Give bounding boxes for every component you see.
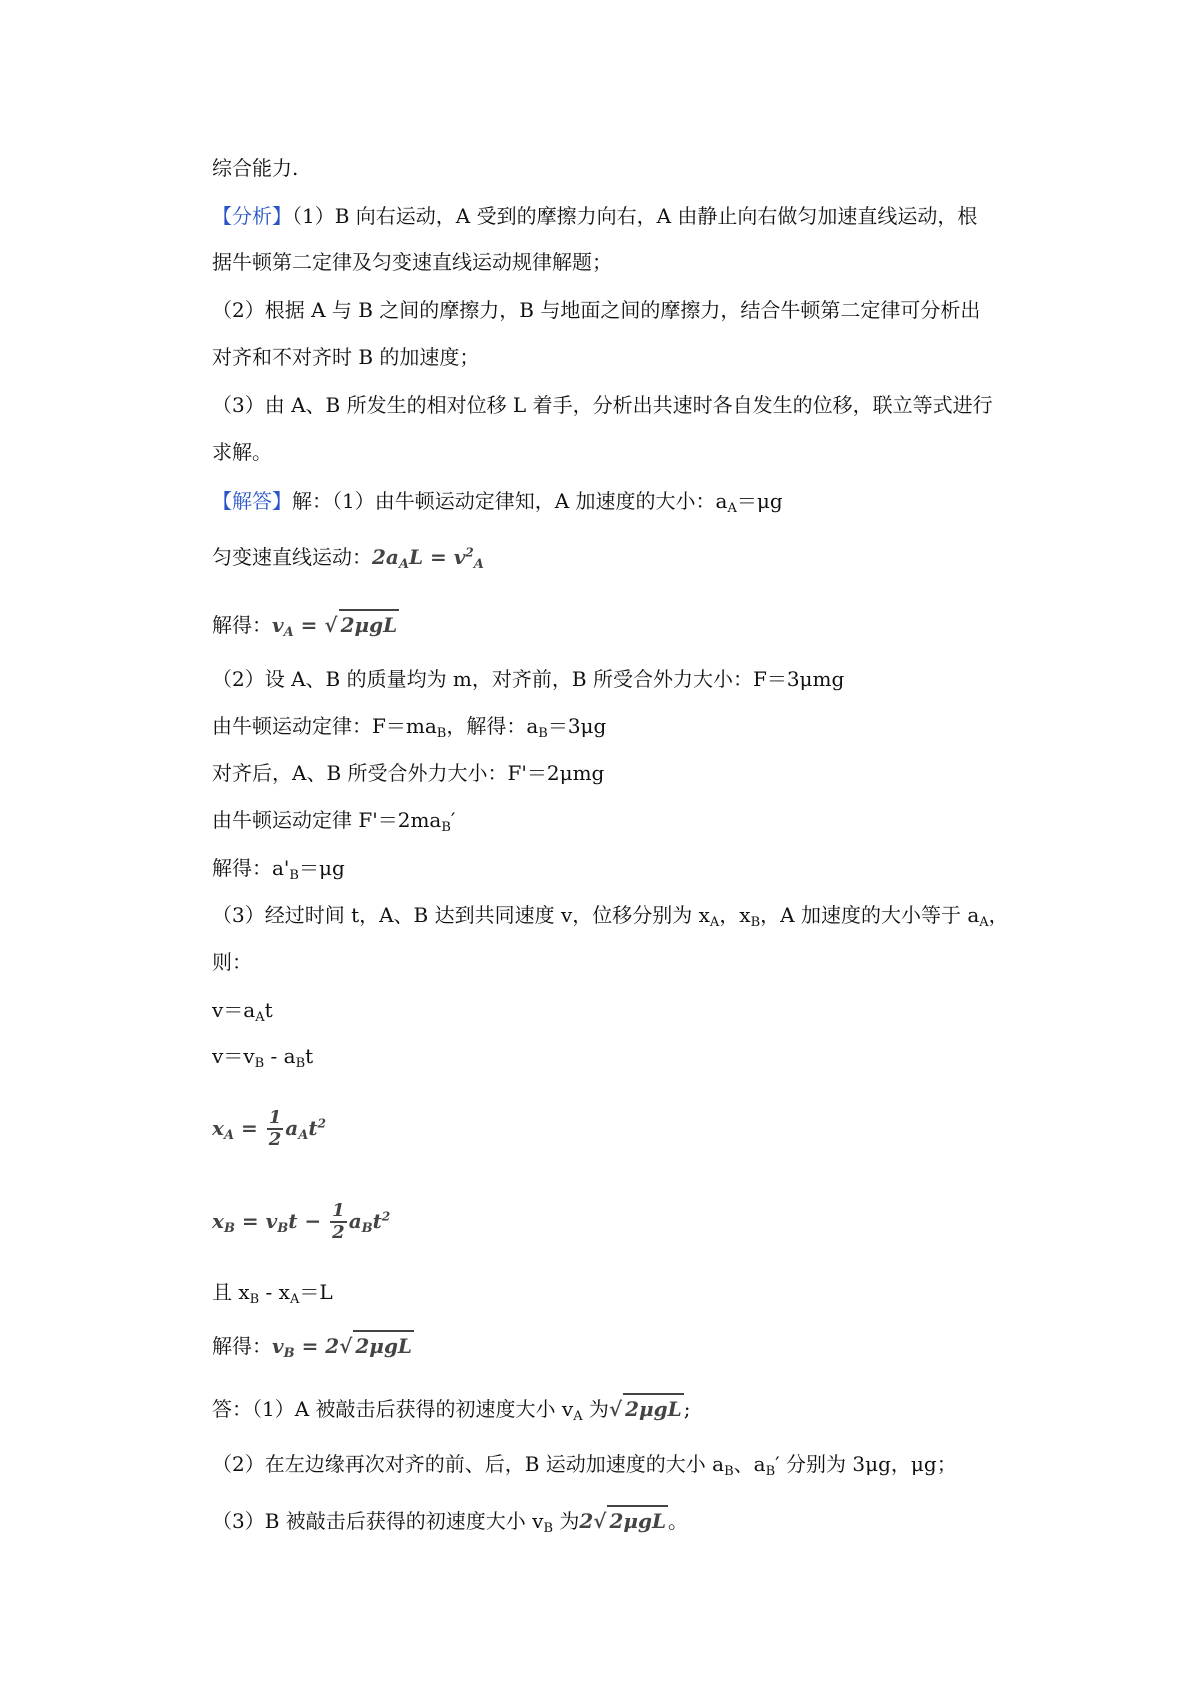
text-span: 求解。	[212, 440, 272, 464]
subscript: A	[573, 1409, 583, 1424]
text-line	[212, 901, 1009, 929]
radicand: 2μgL	[339, 609, 400, 639]
text-span: ，A 加速度的大小等于 a	[760, 903, 980, 927]
math-text: 2	[579, 1509, 594, 1533]
formula-image	[372, 545, 484, 572]
text-span: （3）由 A、B 所发生的相对位移 L 着手，分析出共速时各自发生的位移，联立等式进行	[212, 393, 993, 417]
text-line	[212, 438, 272, 466]
text-span: 由牛顿运动定律 F'＝2ma	[212, 808, 442, 832]
text-span: 则：	[212, 950, 252, 974]
math-text: 2a	[372, 545, 399, 569]
subscript: B	[538, 726, 548, 741]
text-span: 答：（1）A 被敲击后获得的初速度大小 v	[212, 1397, 574, 1421]
text-span: t	[264, 998, 273, 1022]
text-span: 由牛顿运动定律：F＝ma	[212, 714, 437, 738]
subscript: A	[979, 915, 989, 930]
answer-line	[212, 1393, 690, 1423]
radicand: 2μgL	[353, 1330, 414, 1360]
math-text: v	[272, 613, 284, 637]
text-line	[212, 712, 606, 740]
answer-line	[212, 1505, 688, 1535]
text-span: ，	[988, 903, 1009, 927]
text-span: 。	[668, 1509, 689, 1533]
formula-image: √ 2μgL	[609, 1397, 684, 1421]
numerator: 1	[268, 1107, 282, 1128]
formula-image	[212, 1200, 391, 1243]
fraction	[330, 1201, 347, 1243]
text-span: ′	[450, 808, 456, 832]
text-span: 综合能力.	[212, 156, 299, 180]
answer-line	[212, 487, 783, 515]
text-span: v＝a	[212, 998, 256, 1022]
text-line	[212, 806, 455, 834]
math-text: a	[348, 1208, 362, 1233]
formula-image: $v_A$ = √ 2μgL	[272, 613, 399, 637]
text-span: 为	[582, 1397, 609, 1421]
text-span: （3）经过时间 t，A、B 达到共同速度 v，位移分别为 x	[212, 903, 710, 927]
subscript: B	[277, 1220, 289, 1236]
text-span: （2）设 A、B 的质量均为 m，对齐前，B 所受合外力大小：F＝3μmg	[212, 667, 845, 691]
subscript: B	[361, 1220, 373, 1236]
math-text: t	[372, 1208, 382, 1233]
text-span: t	[305, 1044, 314, 1068]
math-text: t −	[288, 1208, 329, 1233]
formula-image: $v_B = 2√$ 2μgL	[272, 1334, 414, 1358]
text-line	[212, 154, 298, 182]
text-span: ＝3μg	[547, 714, 607, 738]
formula-image: 2√ 2μgL	[579, 1509, 668, 1533]
superscript: 2	[381, 1208, 391, 1223]
subscript: A	[223, 1127, 235, 1143]
subscript: B	[436, 726, 447, 741]
subscript: A	[727, 501, 737, 516]
text-line	[212, 948, 252, 976]
denominator: 2	[268, 1129, 282, 1150]
math-text: v	[272, 1334, 284, 1358]
analysis-line	[212, 202, 977, 230]
text-span: 解得：	[212, 1334, 272, 1358]
text-span: - a	[264, 1044, 296, 1068]
math-text: L = v	[408, 545, 466, 569]
text-span: ＝μg	[298, 856, 345, 880]
text-span: 且 x	[212, 1280, 250, 1304]
text-line	[212, 391, 993, 419]
math-text: t	[308, 1115, 318, 1140]
math-text: =	[234, 1115, 265, 1140]
formula-image	[212, 1107, 326, 1150]
subscript: B	[283, 1346, 295, 1361]
subscript: A	[283, 625, 294, 640]
text-span: （3）B 被敲击后获得的初速度大小 v	[212, 1509, 544, 1533]
subscript: A	[709, 915, 720, 930]
math-text: =	[293, 613, 325, 637]
subscript: B	[223, 1220, 235, 1236]
text-span: ，解得：a	[446, 714, 539, 738]
analysis-tag: 【分析】	[212, 204, 292, 228]
text-span: v＝v	[212, 1044, 255, 1068]
text-span: 为	[553, 1509, 580, 1533]
denominator: 2	[332, 1222, 345, 1243]
subscript: A	[473, 557, 484, 572]
text-span: 解：（1）由牛顿运动定律知，A 加速度的大小：a	[292, 489, 728, 513]
text-line	[212, 248, 612, 276]
text-span: 解得：a'	[212, 856, 290, 880]
text-span: ;	[683, 1397, 691, 1421]
formula-line	[212, 609, 399, 639]
subscript: B	[254, 1056, 265, 1071]
numerator: 1	[332, 1200, 345, 1221]
text-span: 据牛顿第二定律及匀变速直线运动规律解题；	[212, 250, 612, 274]
fraction	[267, 1108, 284, 1150]
math-text: a	[285, 1115, 299, 1140]
superscript: 2	[317, 1115, 326, 1130]
formula-line	[212, 543, 484, 571]
text-span: 匀变速直线运动：	[212, 545, 372, 569]
subscript: B	[750, 915, 761, 930]
radicand: 2μgL	[623, 1393, 684, 1423]
text-span: ，x	[719, 903, 751, 927]
subscript: A	[398, 557, 409, 572]
text-span: ＝L	[299, 1280, 333, 1304]
formula-line	[212, 1201, 390, 1243]
text-line	[212, 1042, 313, 1070]
text-line	[212, 296, 980, 324]
subscript: B	[295, 1056, 306, 1071]
subscript: B	[441, 820, 451, 835]
math-text: = 2	[294, 1334, 340, 1358]
subscript: B	[289, 868, 299, 883]
answer-line	[212, 1450, 957, 1478]
text-line	[212, 759, 604, 787]
subscript: B	[765, 1464, 776, 1479]
subscript: B	[724, 1464, 734, 1479]
math-text: = v	[234, 1208, 278, 1233]
math-text: x	[212, 1115, 224, 1140]
radicand: 2μgL	[607, 1505, 668, 1535]
text-span: （2）根据 A 与 B 之间的摩擦力，B 与地面之间的摩擦力，结合牛顿第二定律可分析出	[212, 298, 981, 322]
subscript: A	[255, 1010, 265, 1025]
answer-tag: 【解答】	[212, 489, 292, 513]
text-line	[212, 996, 273, 1024]
superscript: 2	[465, 545, 474, 560]
text-span: （1）B 向右运动，A 受到的摩擦力向右，A 由静止向右做匀加速直线运动，根	[292, 204, 978, 228]
text-span: ′ 分别为 3μg，μg；	[775, 1452, 957, 1476]
subscript: B	[543, 1521, 553, 1536]
math-text: x	[212, 1208, 224, 1233]
text-span: 对齐后，A、B 所受合外力大小：F'＝2μmg	[212, 761, 605, 785]
text-span: （2）在左边缘再次对齐的前、后，B 运动加速度的大小 a	[212, 1452, 725, 1476]
formula-line	[212, 1330, 414, 1360]
subscript: B	[249, 1292, 260, 1307]
text-span: ＝μg	[736, 489, 783, 513]
text-span: 解得：	[212, 613, 272, 637]
text-line	[212, 665, 844, 693]
subscript: A	[289, 1292, 300, 1307]
text-line	[212, 854, 345, 882]
text-line	[212, 1278, 333, 1306]
formula-line	[212, 1108, 326, 1150]
text-span: 、a	[733, 1452, 766, 1476]
text-line	[212, 343, 479, 371]
subscript: A	[298, 1127, 309, 1143]
text-span: 对齐和不对齐时 B 的加速度；	[212, 345, 480, 369]
text-span: - x	[259, 1280, 290, 1304]
